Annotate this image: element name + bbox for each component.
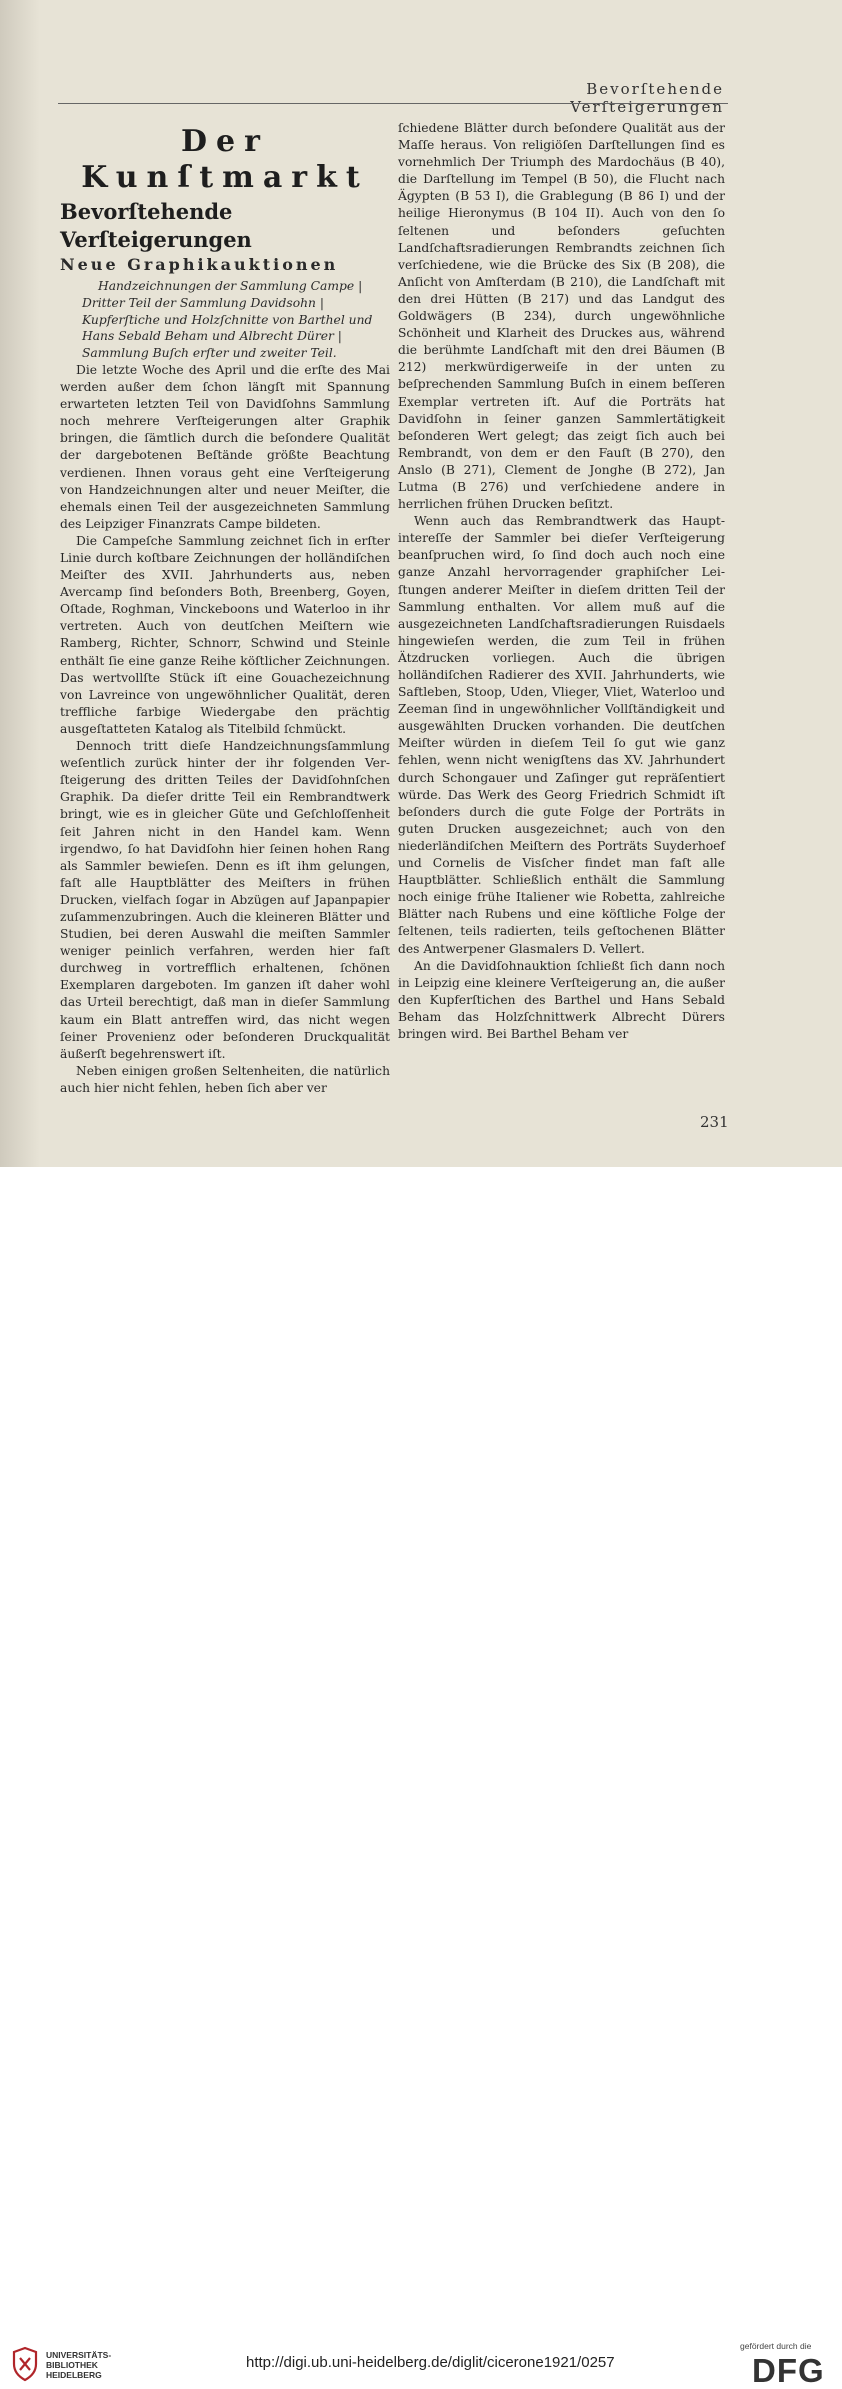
paragraph: Die letzte Woche des April und die erſte des Mai werden außer dem ſchon längſt mit Spannung erwarteten letzten Teil von Davidſohns Sammlung noch mehrere Verſteigerungen alter Graphik bringen, die ſämtlich durch die beſondere Qualität der dargebotenen Beſtände größte Beachtung verdienen. Ihnen voraus geht eine Verſteigerung von Handzeichnungen alter und neuer Meiſter, die ehemals einen Teil der ausgezeichneten Sammlung des Leipziger Finanzrats Campe bildeten.	[60, 362, 390, 531]
article-title: Der Kunſtmarkt	[81, 124, 369, 195]
right-column	[398, 120, 725, 1043]
paragraph: Dennoch tritt dieſe Handzeichnungsſammlung weſentlich zurück hinter der ihr folgenden Verſteigerung des dritten Teiles der Davidſohnſchen Graphik. Da dieſer dritte Teil ein Rembrandtwerk bringt, wie es in gleicher Güte und Geſchloſſenheit ſeit Jahren nicht in den Handel kam. Wenn irgendwo, ſo hat Davidſohn hier ſeinen hohen Rang als Sammler bewieſen. Denn es iſt ihm gelungen, faſt alle Hauptblätter des Meiſters in frühen Drucken, vielfach ſogar in Abzügen auf Japanpapier zuſammenzubringen. Auch die kleineren Blätter und Studien, bei deren Auswahl die meiſten Sammler weniger peinlich verfahren, werden hier faſt durchweg in vortrefflich erhaltenen, ſchönen Exemplaren dargeboten. Im ganzen iſt daher wohl das Urteil berechtigt, daß man in dieſer Sammlung kaum ein Blatt antreffen wird, das nicht wegen ſeiner Provenienz oder beſonderen Druckqualität äußerſt begehrenswert iſt.	[60, 739, 390, 1061]
section-title: Neue Graphikauktionen	[60, 255, 339, 274]
paragraph: ſchiedene Blätter durch beſondere Qualität aus der Maſſe heraus. Von religiöſen Darſtellungen ſind es vornehmlich Der Triumph des Mardochäus (B 40), die Darſtellung im Tempel (B 50), die Flucht nach Ägypten (B 53 I), die Grablegung (B 86 I) und der heilige Hieronymus (B 104 II). Auch von den ſo ſeltenen und beſonders geſuchten Landſchaftsradierungen Rembrandts zeichnen ſich verſchiedene, wie die Brücke des Six (B 208), die Anſicht von Amſterdam (B 210), die Landſchaft mit den drei Hütten (B 217) und das Landgut des Goldwägers (B 234), durch ungewöhnliche Schönheit und Klarheit des Druckes aus, während die berühmte Landſchaft mit den drei Bäumen (B 212) merkwürdigerweiſe in der unten zu beſprechenden Sammlung Buſch in einem beſſeren Exemplar vertreten iſt. Auf die Porträts hat Davidſohn in ſeiner ganzen Sammlertätigkeit beſonderen Wert gelegt; das zeigt ſich auch bei Rembrandt, von dem er den Fauſt (B 270), den Anslo (B 271), Clement de Jonghe (B 272), Jan Lutma (B 276) und verſchiedene andere in herrlichen frühen Drucken beſitzt.	[398, 121, 725, 512]
library-name-line: BIBLIOTHEK	[46, 2360, 98, 2370]
left-column	[60, 124, 390, 1097]
library-name	[46, 2350, 111, 2380]
running-head: Bevorſtehende Verſteigerungen	[570, 80, 724, 116]
scanned-page	[0, 0, 842, 1167]
article-subtitle: Bevorſtehende Verſteigerungen	[60, 199, 252, 252]
paragraph: Die Campeſche Sammlung zeichnet ſich in erſter Linie durch koſtbare Zeichnungen der holländiſchen Meiſter des XVII. Jahrhunderts aus, neben Avercamp ſind beſonders Both, Breenberg, Goyen, Oſtade, Roghman, Vinckeboons und Waterloo in ihr vertreten. Auch von deutſchen Meiſtern wie Ramberg, Richter, Schnorr, Schwind und Steinle enthält ſie eine ganze Reihe köſtlicher Zeichnungen. Das wertvollſte Stück iſt eine Gouachezeichnung von Lavreince von ungewöhnlicher Qualität, deren treffliche farbige Wiedergabe den prächtig ausgeſtatteten Katalog als Titelbild ſchmückt.	[60, 533, 390, 736]
funding-credit: gefördert durch die	[740, 2341, 812, 2351]
dfg-logo[interactable]: DFG	[752, 2352, 825, 2389]
paragraph: Wenn auch das Rembrandtwerk das Hauptintereſſe der Sammler bei dieſer Verſteigerung beanſpruchen wird, ſo ſind doch auch noch eine ganze Anzahl hervorragender graphiſcher Leiſtungen anderer Meiſter in dieſem dritten Teil der Sammlung enthalten. Vor allem muß auf die ausgezeichneten Landſchaftsradierungen Ruisdaels hingewieſen werden, die zum Teil in frühen Ätzdrucken vorliegen. Auch die übrigen holländiſchen Radierer des XVII. Jahrhunderts, wie Saftleben, Stoop, Uden, Vlieger, Vliet, Waterloo und Zeeman ſind in ungewöhnlicher Vollſtändigkeit und ausgewählten Drucken vorhanden. Die deutſchen Meiſter würden in dieſem Teil ſo gut wie ganz fehlen, wenn nicht wenigſtens das XV. Jahrhundert durch Schongauer und Zaſinger gut repräſentiert würde. Das Werk des Georg Friedrich Schmidt iſt beſonders durch die gute Folge der Porträts in guten Drucken ausgezeichnet; auch von den niederländiſchen Meiſtern des Porträts Suyderhoef und Cornelis de Visſcher findet man faſt alle Hauptblätter. Schließlich enthält die Sammlung noch einige frühe Italiener wie Robetta, zahlreiche Blätter nach Rubens und eine köſtliche Folge der ſeltenen, teils radierten, teils geſtochenen Blätter des Antwerpener Glasmalers D. Vellert.	[398, 514, 725, 956]
paragraph: An die Davidſohnauktion ſchließt ſich dann noch in Leipzig eine kleinere Verſteigerung an, die außer den Kupferſtichen des Barthel und Hans Sebald Beham das Holzſchnittwerk Albrecht Dürers bringen wird. Bei Barthel Beham ver	[398, 958, 725, 1041]
permalink-url[interactable]: http://digi.ub.uni-heidelberg.de/diglit/cicerone1921/0257	[246, 2354, 615, 2371]
header-rule	[58, 103, 728, 104]
section-description: Handzeichnungen der Sammlung Campe | Dritter Teil der Sammlung Davidsohn | Kupferſtiche und Holzſchnitte von Barthel und Hans Sebald Beham und Albrecht Dürer | Sammlung Buſch erſter und zweiter Teil.	[82, 279, 373, 361]
library-name-line: UNIVERSITÄTS-	[46, 2350, 112, 2360]
library-name-line: HEIDELBERG	[46, 2370, 102, 2380]
page-number: 231	[700, 1113, 729, 1131]
viewer-footer	[0, 1167, 842, 2389]
paragraph: Neben einigen großen Seltenheiten, die natürlich auch hier nicht fehlen, heben ſich aber ver	[60, 1063, 390, 1095]
university-library-logo-icon[interactable]	[10, 2346, 40, 2382]
